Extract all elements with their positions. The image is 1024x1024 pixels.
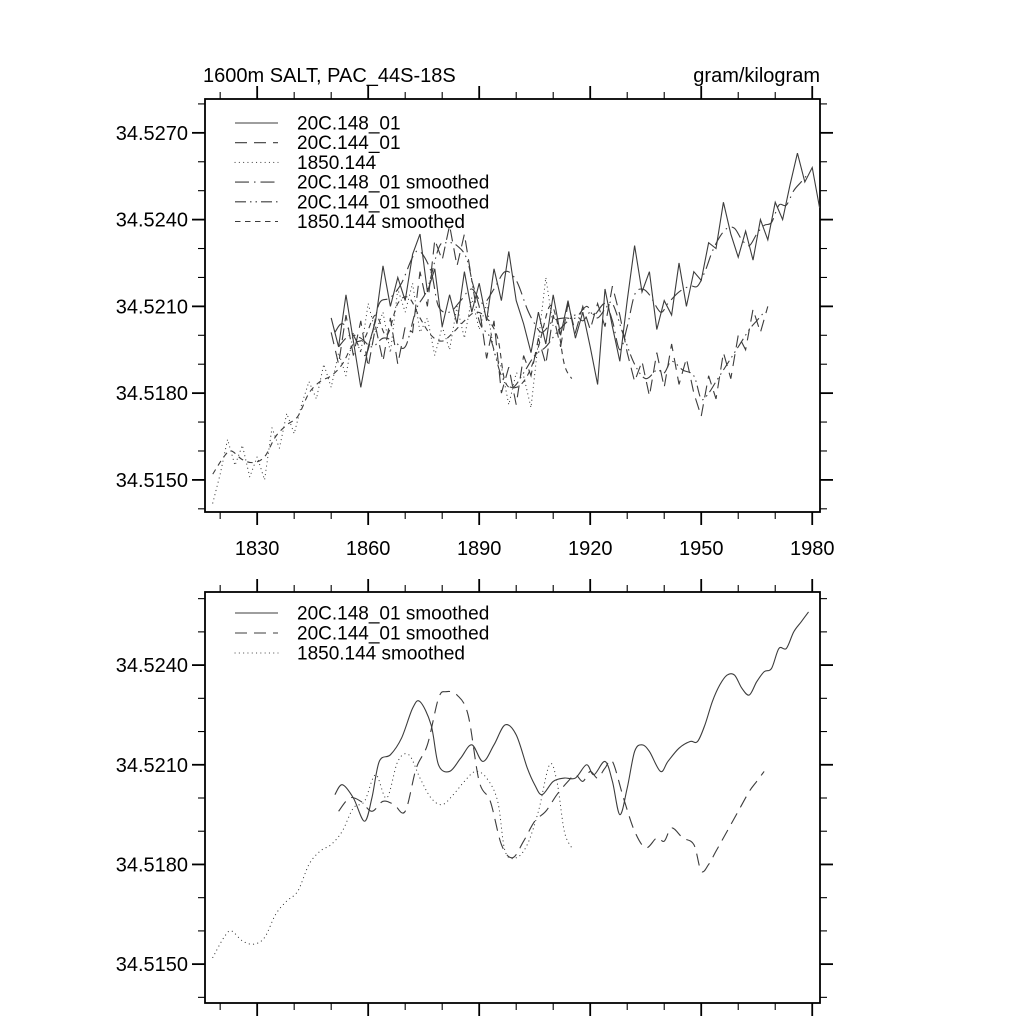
top-panel [116,65,835,560]
legend-label: 1850.144 smoothed [297,643,465,665]
legend-entry [235,212,465,233]
y-tick-label: 34.5210 [115,296,188,319]
x-tick-label: 1860 [345,538,391,560]
y-tick-label: 34.5270 [115,122,188,145]
legend [235,114,489,234]
legend-label: 20C.148_01 smoothed [297,603,490,625]
legend-label: 1850.144 [297,152,377,174]
series-20c-144-01-smoothed [339,691,765,872]
legend-entry [235,624,489,645]
legend-label: 20C.144_01 [297,133,401,155]
legend [235,604,489,665]
x-tick-label: 1830 [234,538,280,560]
y-tick-label: 34.5240 [115,655,188,678]
legend-label: 20C.144_01 smoothed [297,192,490,214]
legend-entry [235,192,489,213]
legend-label: 20C.144_01 smoothed [297,623,490,645]
y-tick-label: 34.5240 [115,209,188,232]
legend-entry [235,153,377,174]
legend-entry [235,133,401,154]
legend-label: 1850.144 smoothed [297,212,465,233]
x-tick-label: 1980 [789,538,835,560]
y-tick-label: 34.5150 [115,954,188,977]
series-1850-144-smoothed [213,297,572,474]
y-tick-label: 34.5180 [115,854,188,877]
y-tick-label: 34.5210 [115,754,188,777]
bottom-panel [116,579,835,1024]
series-20c-144-01-smoothed [339,243,765,400]
chart-title: 1600m SALT, PAC_44S-18S [203,65,456,87]
x-tick-label: 1890 [456,538,502,560]
legend-entry [235,644,465,665]
legend-label: 20C.148_01 smoothed [297,172,490,194]
y-tick-label: 34.5150 [115,469,188,492]
legend-label: 20C.148_01 [297,113,401,135]
legend-entry [235,604,489,625]
series-1850-144-smoothed [213,754,572,958]
legend-entry [235,114,401,135]
x-tick-label: 1950 [678,538,724,560]
units-label: gram/kilogram [693,65,820,87]
legend-entry [235,173,489,194]
x-tick-label: 1920 [567,538,613,560]
y-tick-label: 34.5180 [115,383,188,406]
